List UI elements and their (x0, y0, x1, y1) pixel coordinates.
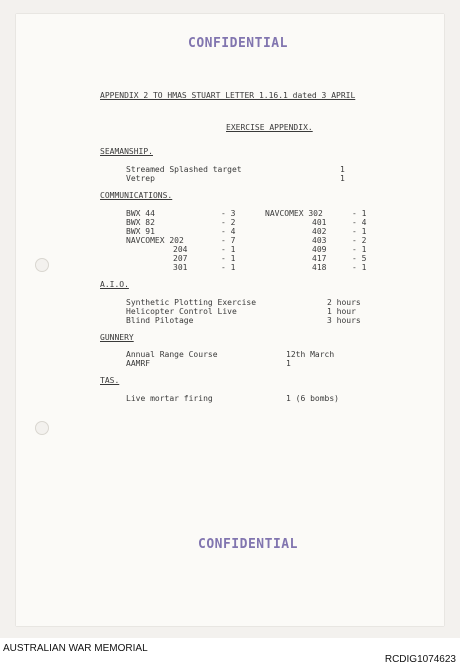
row-value: 1 (340, 165, 345, 174)
comms-left-value: - 3 (221, 209, 236, 218)
footer-institution: AUSTRALIAN WAR MEMORIAL (3, 643, 148, 654)
confidential-stamp-bottom: CONFIDENTIAL (198, 537, 298, 552)
comms-left-label: NAVCOMEX 202 (126, 236, 184, 245)
footer-record-id: RCDIG1074623 (384, 654, 456, 665)
row-value: 12th March (286, 350, 335, 359)
comms-left-label: 204 (173, 245, 188, 254)
comms-right-label: 409 (312, 245, 327, 254)
row-value: 1 hour (327, 307, 356, 316)
row-value: 2 hours (327, 298, 361, 307)
row-label: Live mortar firing (126, 394, 213, 403)
comms-right-value: - 1 (352, 209, 367, 218)
comms-left-label: BWX 82 (126, 218, 155, 227)
punch-hole (35, 421, 49, 435)
comms-right-value: - 4 (352, 218, 367, 227)
comms-left-value: - 1 (221, 254, 236, 263)
section-title-seamanship: SEAMANSHIP. (100, 147, 153, 156)
comms-left-value: - 2 (221, 218, 236, 227)
confidential-stamp-top: CONFIDENTIAL (188, 36, 288, 51)
comms-left-value: - 1 (221, 245, 236, 254)
comms-left-value: - 4 (221, 227, 236, 236)
comms-right-label: 401 (312, 218, 327, 227)
row-label: Annual Range Course (126, 350, 218, 359)
row-label: Synthetic Plotting Exercise (126, 298, 257, 307)
exercise-appendix-subheading: EXERCISE APPENDIX. (226, 123, 313, 132)
comms-right-value: - 1 (352, 263, 367, 272)
comms-right-value: - 5 (352, 254, 367, 263)
row-value: 1 (340, 174, 345, 183)
comms-right-value: - 1 (352, 245, 367, 254)
row-label: AAMRF (126, 359, 151, 368)
comms-right-label: 418 (312, 263, 327, 272)
comms-left-value: - 1 (221, 263, 236, 272)
appendix-heading: APPENDIX 2 TO HMAS STUART LETTER 1.16.1 dated 3 APRIL (100, 91, 356, 100)
section-title-communications: COMMUNICATIONS. (100, 191, 173, 200)
comms-left-label: BWX 44 (126, 209, 155, 218)
row-value: 3 hours (327, 316, 361, 325)
row-label: Blind Pilotage (126, 316, 194, 325)
row-value: 1 (286, 359, 291, 368)
section-title-aio: A.I.O. (100, 280, 129, 289)
comms-right-value: - 2 (352, 236, 367, 245)
row-label: Helicopter Control Live (126, 307, 237, 316)
comms-right-label: 417 (312, 254, 327, 263)
section-title-tas: TAS. (100, 376, 120, 385)
comms-left-value: - 7 (221, 236, 236, 245)
comms-left-label: 207 (173, 254, 188, 263)
row-label: Vetrep (126, 174, 155, 183)
punch-hole (35, 258, 49, 272)
row-value: 1 (6 bombs) (286, 394, 339, 403)
comms-right-label: NAVCOMEX 302 (265, 209, 323, 218)
row-label: Streamed Splashed target (126, 165, 242, 174)
document-page (16, 14, 444, 626)
comms-right-value: - 1 (352, 227, 367, 236)
comms-left-label: 301 (173, 263, 188, 272)
comms-right-label: 403 (312, 236, 327, 245)
comms-right-label: 402 (312, 227, 327, 236)
comms-left-label: BWX 91 (126, 227, 155, 236)
section-title-gunnery: GUNNERY (100, 333, 134, 342)
